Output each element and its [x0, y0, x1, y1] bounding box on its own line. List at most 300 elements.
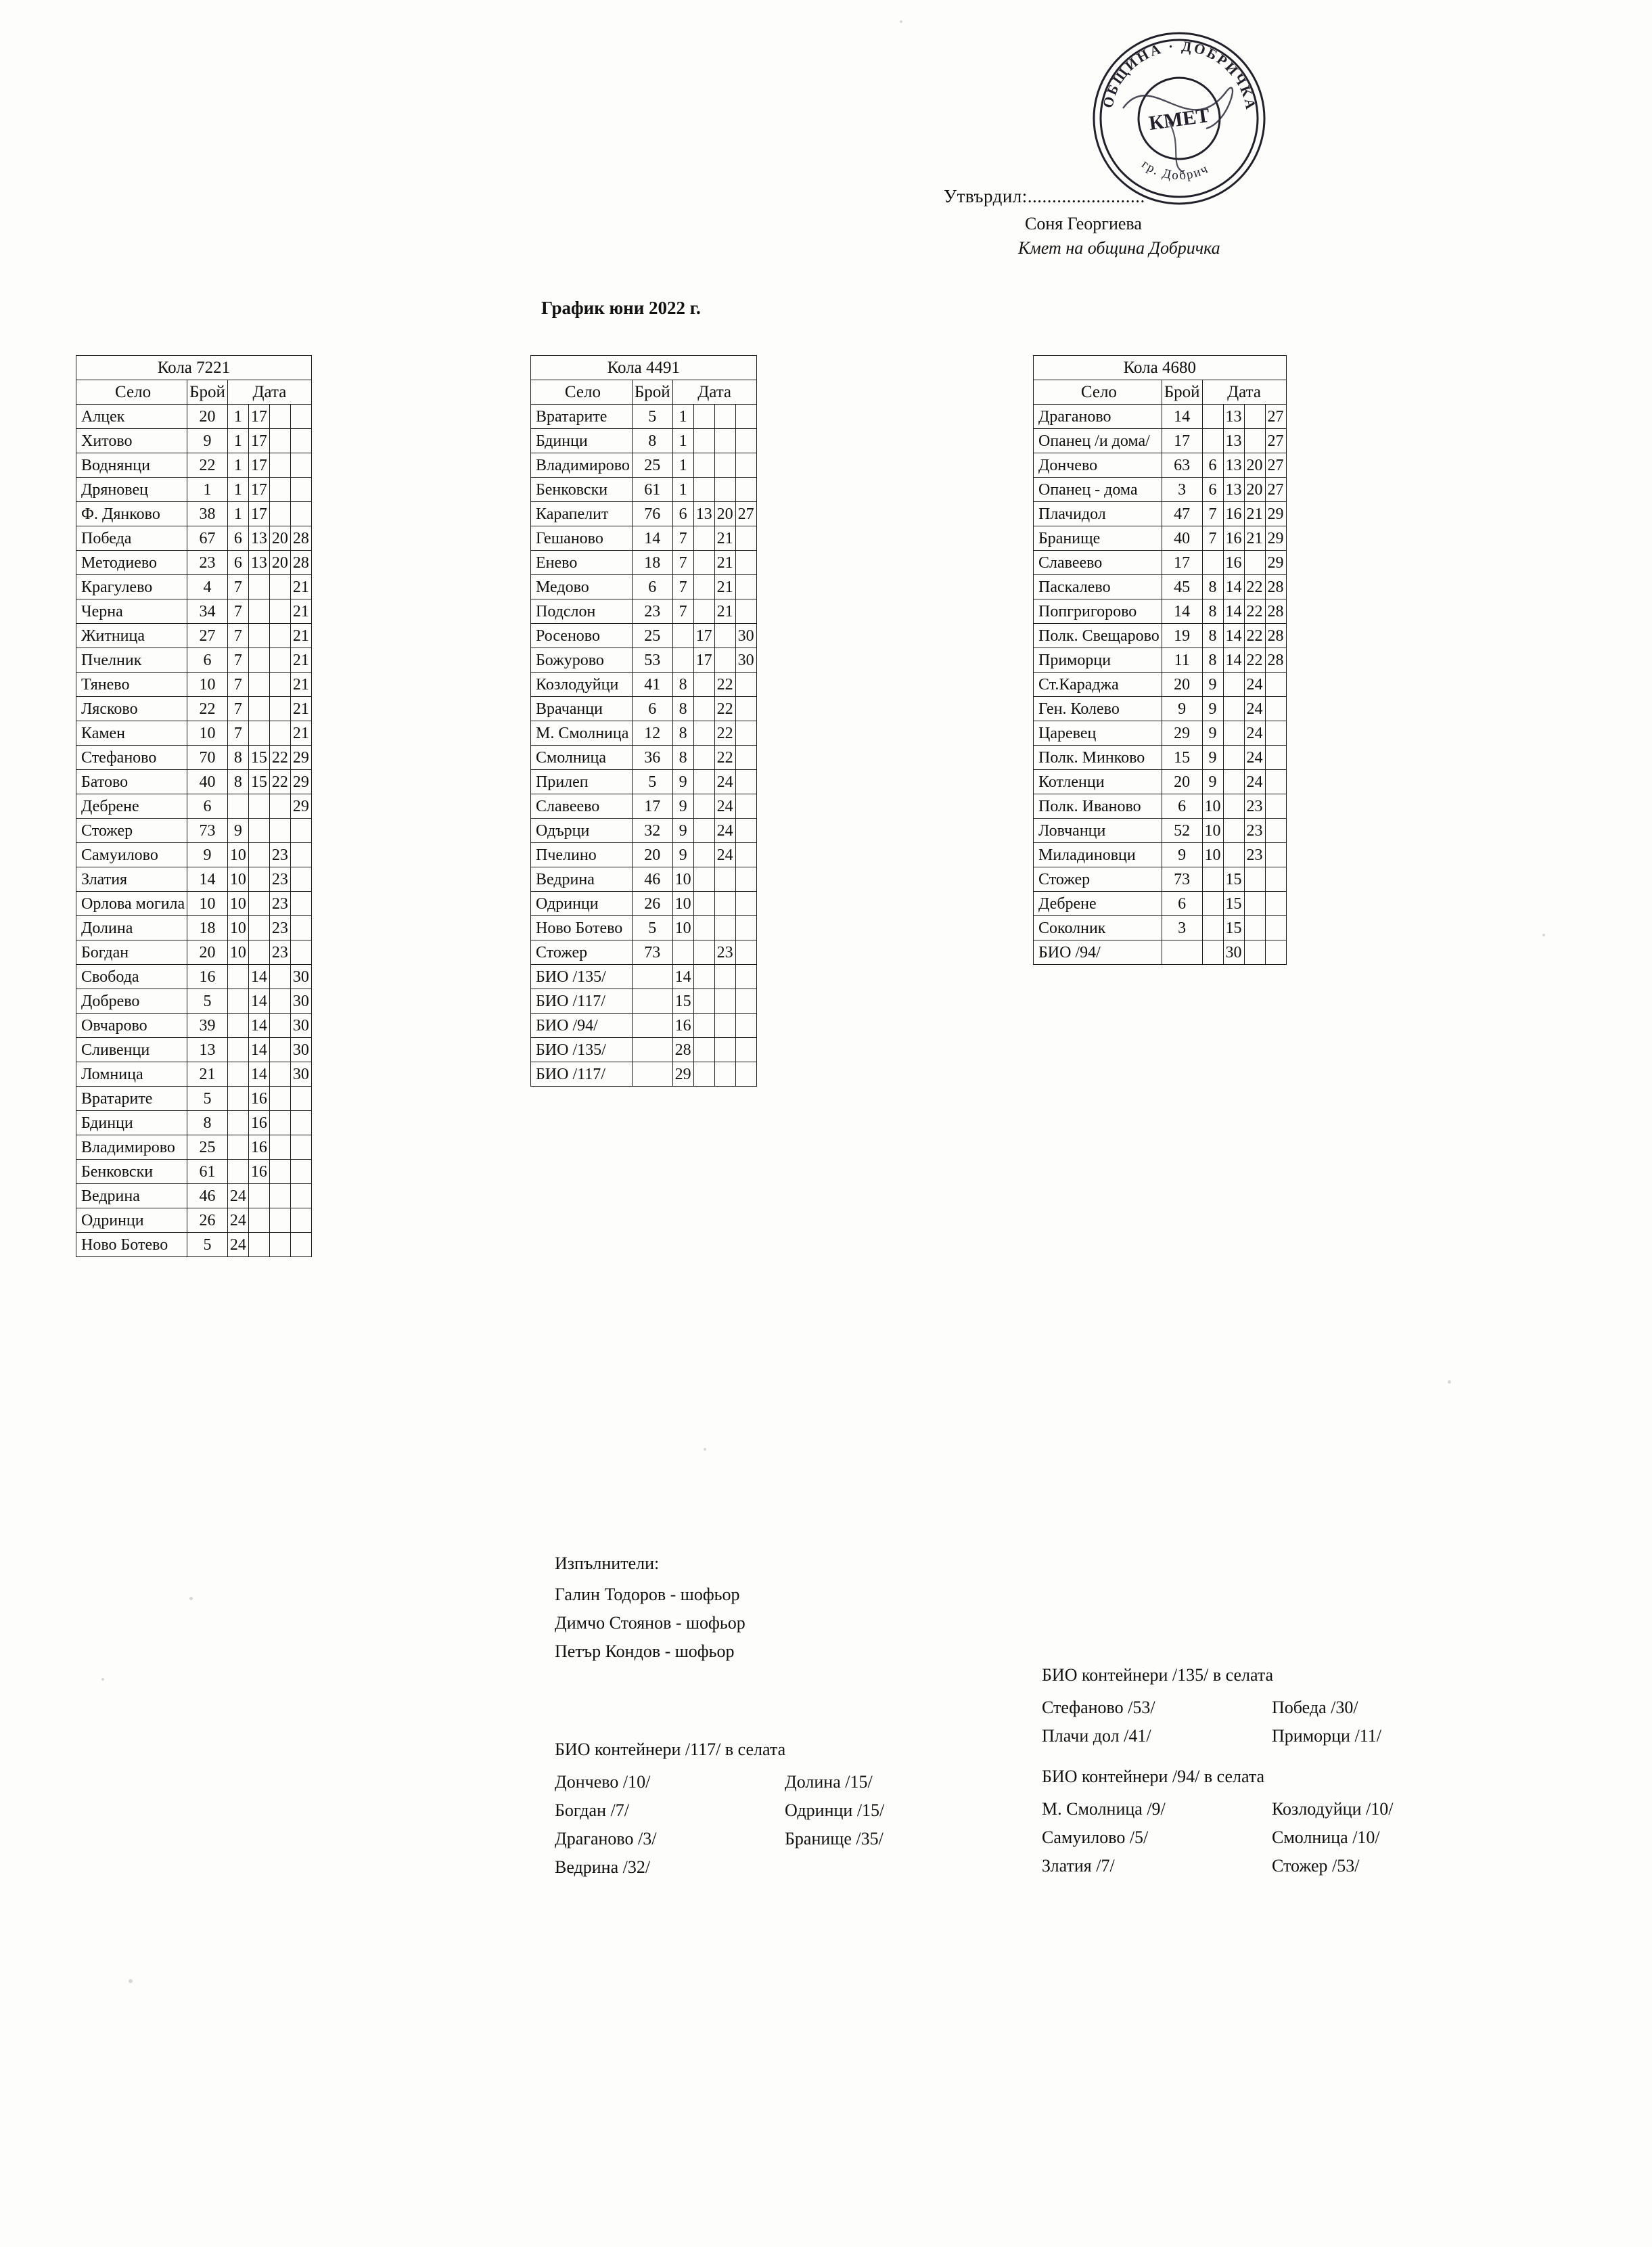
- table-car-4680: [1033, 355, 1287, 965]
- cell-date-2: [693, 770, 714, 794]
- cell-count: 76: [632, 502, 672, 526]
- car-title: Кола 4491: [531, 356, 757, 380]
- cell-date-4: [290, 453, 311, 478]
- table-row: [76, 819, 312, 843]
- cell-date-4: [735, 794, 756, 819]
- cell-date-1: 10: [1202, 843, 1223, 867]
- cell-date-1: 8: [672, 673, 693, 697]
- table-row: [1034, 770, 1287, 794]
- cell-date-3: [1244, 892, 1265, 916]
- cell-date-2: [1223, 721, 1244, 746]
- cell-village: Алцек: [76, 405, 187, 429]
- cell-count: 26: [632, 892, 672, 916]
- cell-date-1: 7: [672, 599, 693, 624]
- cell-date-1: 9: [1202, 673, 1223, 697]
- cell-date-1: [1202, 551, 1223, 575]
- cell-date-2: [248, 1233, 269, 1257]
- cell-village: БИО /135/: [531, 965, 633, 989]
- cell-date-3: 24: [1244, 697, 1265, 721]
- cell-village: Методиево: [76, 551, 187, 575]
- table-row: [1034, 502, 1287, 526]
- cell-date-3: 22: [714, 746, 735, 770]
- cell-date-3: [1244, 551, 1265, 575]
- cell-date-1: 8: [1202, 648, 1223, 673]
- table-row: [531, 819, 757, 843]
- cell-date-4: 28: [1265, 575, 1286, 599]
- cell-date-4: 21: [290, 721, 311, 746]
- cell-date-4: 28: [290, 551, 311, 575]
- table-row: [1034, 746, 1287, 770]
- cell-count: 73: [1162, 867, 1202, 892]
- cell-date-4: [735, 429, 756, 453]
- cell-date-2: 15: [248, 746, 269, 770]
- table-row: [1034, 892, 1287, 916]
- cell-date-1: 1: [227, 478, 248, 502]
- table-car-4491: [530, 355, 757, 1087]
- cell-date-4: [735, 1062, 756, 1087]
- cell-village: Ст.Караджа: [1034, 673, 1162, 697]
- cell-date-1: 7: [227, 648, 248, 673]
- cell-date-2: 17: [248, 478, 269, 502]
- cell-date-2: [248, 599, 269, 624]
- cell-village: Бдинци: [76, 1111, 187, 1135]
- col-header-date: Дата: [1202, 380, 1286, 405]
- cell-date-1: 10: [227, 867, 248, 892]
- cell-date-1: [227, 1014, 248, 1038]
- cell-date-2: 13: [1223, 453, 1244, 478]
- cell-date-3: 22: [1244, 624, 1265, 648]
- cell-date-1: 24: [227, 1208, 248, 1233]
- cell-date-2: 16: [1223, 502, 1244, 526]
- table-row: [531, 746, 757, 770]
- cell-count: 9: [1162, 697, 1202, 721]
- table-row: [1034, 794, 1287, 819]
- cell-date-2: 14: [1223, 599, 1244, 624]
- table-car-4680: [1033, 355, 1287, 965]
- cell-village: БИО /94/: [531, 1014, 633, 1038]
- cell-count: 73: [632, 940, 672, 965]
- cell-date-1: 9: [672, 794, 693, 819]
- col-header-village: Село: [531, 380, 633, 405]
- cell-count: 6: [187, 794, 228, 819]
- cell-village: Гешаново: [531, 526, 633, 551]
- bio-94-item: Стожер /53/: [1272, 1856, 1360, 1876]
- cell-date-1: [227, 1111, 248, 1135]
- bio-containers-94: [1042, 1763, 1393, 1880]
- table-row: [531, 721, 757, 746]
- cell-date-4: 29: [1265, 502, 1286, 526]
- cell-date-1: 8: [227, 770, 248, 794]
- cell-count: [1162, 940, 1202, 965]
- table-row: [531, 1014, 757, 1038]
- cell-date-3: [269, 453, 290, 478]
- cell-date-1: [227, 1160, 248, 1184]
- approval-block: [944, 186, 1377, 258]
- cell-count: 9: [187, 843, 228, 867]
- cell-date-4: 28: [1265, 624, 1286, 648]
- cell-date-3: 21: [714, 575, 735, 599]
- cell-date-1: [227, 989, 248, 1014]
- cell-village: Житница: [76, 624, 187, 648]
- cell-count: [632, 965, 672, 989]
- cell-count: [632, 1014, 672, 1038]
- cell-date-3: 24: [1244, 770, 1265, 794]
- cell-count: 32: [632, 819, 672, 843]
- cell-count: 3: [1162, 916, 1202, 940]
- cell-date-2: 17: [248, 453, 269, 478]
- cell-date-4: [735, 819, 756, 843]
- bio-94-item: Златия /7/: [1042, 1856, 1115, 1876]
- cell-count: 13: [187, 1038, 228, 1062]
- cell-date-3: [1244, 916, 1265, 940]
- cell-village: Медово: [531, 575, 633, 599]
- cell-date-1: 9: [1202, 746, 1223, 770]
- cell-village: Славеево: [1034, 551, 1162, 575]
- cell-date-4: 30: [290, 965, 311, 989]
- cell-date-2: 13: [1223, 429, 1244, 453]
- cell-date-2: 13: [1223, 478, 1244, 502]
- table-car-4491: [530, 355, 757, 1087]
- cell-date-1: 10: [227, 843, 248, 867]
- table-row: [76, 965, 312, 989]
- cell-date-3: 22: [1244, 599, 1265, 624]
- cell-date-1: 16: [672, 1014, 693, 1038]
- table-row: [531, 892, 757, 916]
- table-row: [1034, 867, 1287, 892]
- cell-date-3: [269, 405, 290, 429]
- cell-count: 3: [1162, 478, 1202, 502]
- cell-date-4: [1265, 794, 1286, 819]
- table-row: [1034, 940, 1287, 965]
- cell-date-2: 16: [248, 1160, 269, 1184]
- cell-date-1: 24: [227, 1184, 248, 1208]
- cell-date-2: 13: [248, 526, 269, 551]
- cell-count: 70: [187, 746, 228, 770]
- cell-date-2: [693, 746, 714, 770]
- table-row: [531, 1038, 757, 1062]
- cell-date-4: [1265, 916, 1286, 940]
- cell-village: Вратарите: [531, 405, 633, 429]
- cell-date-1: 7: [227, 673, 248, 697]
- cell-date-4: [290, 892, 311, 916]
- cell-date-2: 16: [1223, 526, 1244, 551]
- cell-date-3: [269, 819, 290, 843]
- cell-village: Миладиновци: [1034, 843, 1162, 867]
- cell-date-2: [1223, 843, 1244, 867]
- cell-date-3: [269, 1160, 290, 1184]
- cell-date-3: [714, 429, 735, 453]
- cell-date-3: 23: [269, 867, 290, 892]
- cell-count: 25: [187, 1135, 228, 1160]
- cell-date-1: 8: [672, 746, 693, 770]
- cell-date-1: 10: [672, 892, 693, 916]
- cell-date-3: 20: [1244, 478, 1265, 502]
- cell-date-3: 22: [714, 721, 735, 746]
- cell-village: Ген. Колево: [1034, 697, 1162, 721]
- cell-village: Одринци: [76, 1208, 187, 1233]
- table-row: [76, 1111, 312, 1135]
- cell-count: [632, 989, 672, 1014]
- table-row: [1034, 599, 1287, 624]
- cell-village: Славеево: [531, 794, 633, 819]
- cell-date-2: [693, 1038, 714, 1062]
- cell-date-2: [693, 721, 714, 746]
- cell-count: 17: [1162, 551, 1202, 575]
- cell-date-1: 7: [672, 551, 693, 575]
- cell-count: 12: [632, 721, 672, 746]
- cell-date-3: 24: [1244, 673, 1265, 697]
- cell-count: 46: [187, 1184, 228, 1208]
- cell-count: 21: [187, 1062, 228, 1087]
- cell-date-1: [672, 624, 693, 648]
- table-row: [1034, 843, 1287, 867]
- cell-village: Владимирово: [531, 453, 633, 478]
- table-car-7221: [76, 355, 312, 1257]
- cell-date-1: 1: [227, 453, 248, 478]
- cell-date-4: [290, 1184, 311, 1208]
- cell-village: Одърци: [531, 819, 633, 843]
- cell-date-4: [735, 770, 756, 794]
- cell-date-3: [714, 916, 735, 940]
- cell-date-2: [693, 405, 714, 429]
- cell-village: Бранище: [1034, 526, 1162, 551]
- cell-date-3: 22: [714, 697, 735, 721]
- table-row: [76, 599, 312, 624]
- cell-date-1: [672, 648, 693, 673]
- performer-item: Галин Тодоров - шофьор: [555, 1585, 740, 1604]
- cell-date-3: 24: [714, 843, 735, 867]
- table-row: [76, 624, 312, 648]
- cell-village: Ведрина: [76, 1184, 187, 1208]
- table-row: [76, 1135, 312, 1160]
- cell-village: Победа: [76, 526, 187, 551]
- cell-village: Росеново: [531, 624, 633, 648]
- cell-count: 6: [1162, 794, 1202, 819]
- cell-date-4: [1265, 697, 1286, 721]
- cell-date-1: 9: [672, 819, 693, 843]
- cell-date-2: 17: [693, 648, 714, 673]
- cell-date-2: [248, 794, 269, 819]
- cell-date-4: [290, 405, 311, 429]
- cell-date-3: [269, 429, 290, 453]
- cell-date-3: [269, 1135, 290, 1160]
- cell-count: 10: [187, 673, 228, 697]
- cell-date-2: 13: [693, 502, 714, 526]
- cell-date-3: [714, 648, 735, 673]
- cell-date-2: [1223, 697, 1244, 721]
- bio-117-item: Долина /15/: [785, 1772, 873, 1792]
- approver-post: Кмет на община Добричка: [1018, 238, 1220, 258]
- cell-date-3: 23: [269, 892, 290, 916]
- cell-date-2: 15: [1223, 916, 1244, 940]
- cell-date-4: [290, 1160, 311, 1184]
- cell-date-2: [693, 453, 714, 478]
- cell-date-1: [227, 1062, 248, 1087]
- cell-date-4: 27: [1265, 429, 1286, 453]
- table-row: [531, 429, 757, 453]
- cell-date-4: 29: [290, 794, 311, 819]
- cell-village: Дебрене: [76, 794, 187, 819]
- cell-date-3: [1244, 867, 1265, 892]
- cell-count: 47: [1162, 502, 1202, 526]
- cell-date-3: 22: [269, 746, 290, 770]
- bio-117-item: Богдан /7/: [555, 1800, 629, 1820]
- cell-count: 14: [632, 526, 672, 551]
- cell-date-1: 9: [1202, 770, 1223, 794]
- cell-date-4: 28: [290, 526, 311, 551]
- cell-date-4: [290, 867, 311, 892]
- table-row: [76, 1184, 312, 1208]
- table-row: [531, 770, 757, 794]
- cell-count: 6: [1162, 892, 1202, 916]
- cell-count: 18: [187, 916, 228, 940]
- cell-village: Дебрене: [1034, 892, 1162, 916]
- cell-date-4: 27: [735, 502, 756, 526]
- cell-date-1: 10: [227, 892, 248, 916]
- bio-containers-117: [555, 1735, 884, 1882]
- cell-date-4: 30: [290, 989, 311, 1014]
- bio-135-title: БИО контейнери /135/ в селата: [1042, 1665, 1274, 1685]
- cell-count: 73: [187, 819, 228, 843]
- bio-117-item: Бранище /35/: [785, 1829, 884, 1848]
- table-row: [76, 575, 312, 599]
- cell-date-4: [735, 697, 756, 721]
- cell-date-2: [693, 794, 714, 819]
- car-title: Кола 4680: [1034, 356, 1287, 380]
- cell-village: Подслон: [531, 599, 633, 624]
- cell-village: Смолница: [531, 746, 633, 770]
- cell-date-3: [714, 1062, 735, 1087]
- cell-village: Приморци: [1034, 648, 1162, 673]
- cell-date-4: [290, 1135, 311, 1160]
- cell-date-2: 14: [248, 989, 269, 1014]
- cell-count: 23: [187, 551, 228, 575]
- cell-date-2: 16: [1223, 551, 1244, 575]
- cell-village: Черна: [76, 599, 187, 624]
- cell-date-3: [269, 1014, 290, 1038]
- svg-text:гр. Добрич: гр. Добрич: [1139, 157, 1212, 183]
- cell-date-4: [290, 843, 311, 867]
- cell-date-2: 14: [248, 965, 269, 989]
- cell-date-3: 21: [714, 551, 735, 575]
- cell-date-3: [269, 1038, 290, 1062]
- cell-village: Полк. Свещарово: [1034, 624, 1162, 648]
- cell-date-4: 21: [290, 624, 311, 648]
- table-row: [76, 526, 312, 551]
- table-row: [76, 1208, 312, 1233]
- cell-date-2: [248, 697, 269, 721]
- cell-village: Воднянци: [76, 453, 187, 478]
- cell-date-3: 24: [714, 770, 735, 794]
- cell-date-2: [248, 867, 269, 892]
- cell-date-1: 8: [227, 746, 248, 770]
- cell-count: 46: [632, 867, 672, 892]
- cell-date-2: [248, 819, 269, 843]
- cell-date-3: 20: [269, 526, 290, 551]
- table-row: [1034, 624, 1287, 648]
- cell-date-4: [735, 940, 756, 965]
- cell-date-1: 10: [1202, 819, 1223, 843]
- cell-date-4: [735, 453, 756, 478]
- cell-date-2: [1223, 746, 1244, 770]
- cell-count: 61: [632, 478, 672, 502]
- cell-count: 40: [1162, 526, 1202, 551]
- cell-date-3: 24: [714, 819, 735, 843]
- cell-village: Бдинци: [531, 429, 633, 453]
- cell-village: БИО /94/: [1034, 940, 1162, 965]
- cell-count: 9: [187, 429, 228, 453]
- cell-count: 20: [187, 940, 228, 965]
- table-row: [1034, 819, 1287, 843]
- cell-date-3: [269, 575, 290, 599]
- cell-date-3: 23: [269, 940, 290, 965]
- cell-count: 67: [187, 526, 228, 551]
- cell-date-3: [714, 892, 735, 916]
- cell-date-2: [693, 989, 714, 1014]
- table-row: [531, 843, 757, 867]
- cell-village: Опанец - дома: [1034, 478, 1162, 502]
- bio-117-item: Дончево /10/: [555, 1772, 651, 1792]
- cell-date-2: 30: [1223, 940, 1244, 965]
- cell-date-4: [1265, 843, 1286, 867]
- cell-village: Бенковски: [76, 1160, 187, 1184]
- cell-date-2: [1223, 770, 1244, 794]
- cell-date-1: 15: [672, 989, 693, 1014]
- cell-village: Царевец: [1034, 721, 1162, 746]
- cell-date-2: [248, 940, 269, 965]
- cell-date-1: 7: [227, 575, 248, 599]
- svg-text:ОБЩИНА · ДОБРИЧКА: ОБЩИНА · ДОБРИЧКА: [1099, 37, 1260, 113]
- cell-date-1: 8: [1202, 599, 1223, 624]
- cell-date-4: [735, 867, 756, 892]
- cell-count: 39: [187, 1014, 228, 1038]
- cell-count: 25: [632, 624, 672, 648]
- cell-date-3: [269, 1087, 290, 1111]
- table-row: [76, 648, 312, 673]
- cell-date-4: [735, 673, 756, 697]
- cell-village: Опанец /и дома/: [1034, 429, 1162, 453]
- official-stamp: [1088, 27, 1270, 210]
- cell-count: 17: [1162, 429, 1202, 453]
- cell-date-4: [735, 1014, 756, 1038]
- cell-date-4: [1265, 892, 1286, 916]
- cell-village: Врачанци: [531, 697, 633, 721]
- cell-date-3: [714, 965, 735, 989]
- cell-count: 18: [632, 551, 672, 575]
- cell-date-1: [227, 1087, 248, 1111]
- cell-date-2: [693, 673, 714, 697]
- table-row: [76, 892, 312, 916]
- cell-date-2: [248, 843, 269, 867]
- cell-date-4: [735, 843, 756, 867]
- cell-date-1: 9: [672, 770, 693, 794]
- cell-date-1: [1202, 429, 1223, 453]
- cell-count: 40: [187, 770, 228, 794]
- cell-date-2: [693, 697, 714, 721]
- table-row: [531, 673, 757, 697]
- cell-date-4: 28: [1265, 648, 1286, 673]
- cell-date-4: [290, 478, 311, 502]
- cell-date-3: [269, 1062, 290, 1087]
- cell-date-1: 9: [227, 819, 248, 843]
- cell-date-3: [269, 1208, 290, 1233]
- page-title: График юни 2022 г.: [541, 298, 701, 318]
- cell-village: Пчелино: [531, 843, 633, 867]
- table-row: [531, 989, 757, 1014]
- cell-count: 15: [1162, 746, 1202, 770]
- bio-94-item: Смолница /10/: [1272, 1828, 1380, 1847]
- cell-village: Стожер: [76, 819, 187, 843]
